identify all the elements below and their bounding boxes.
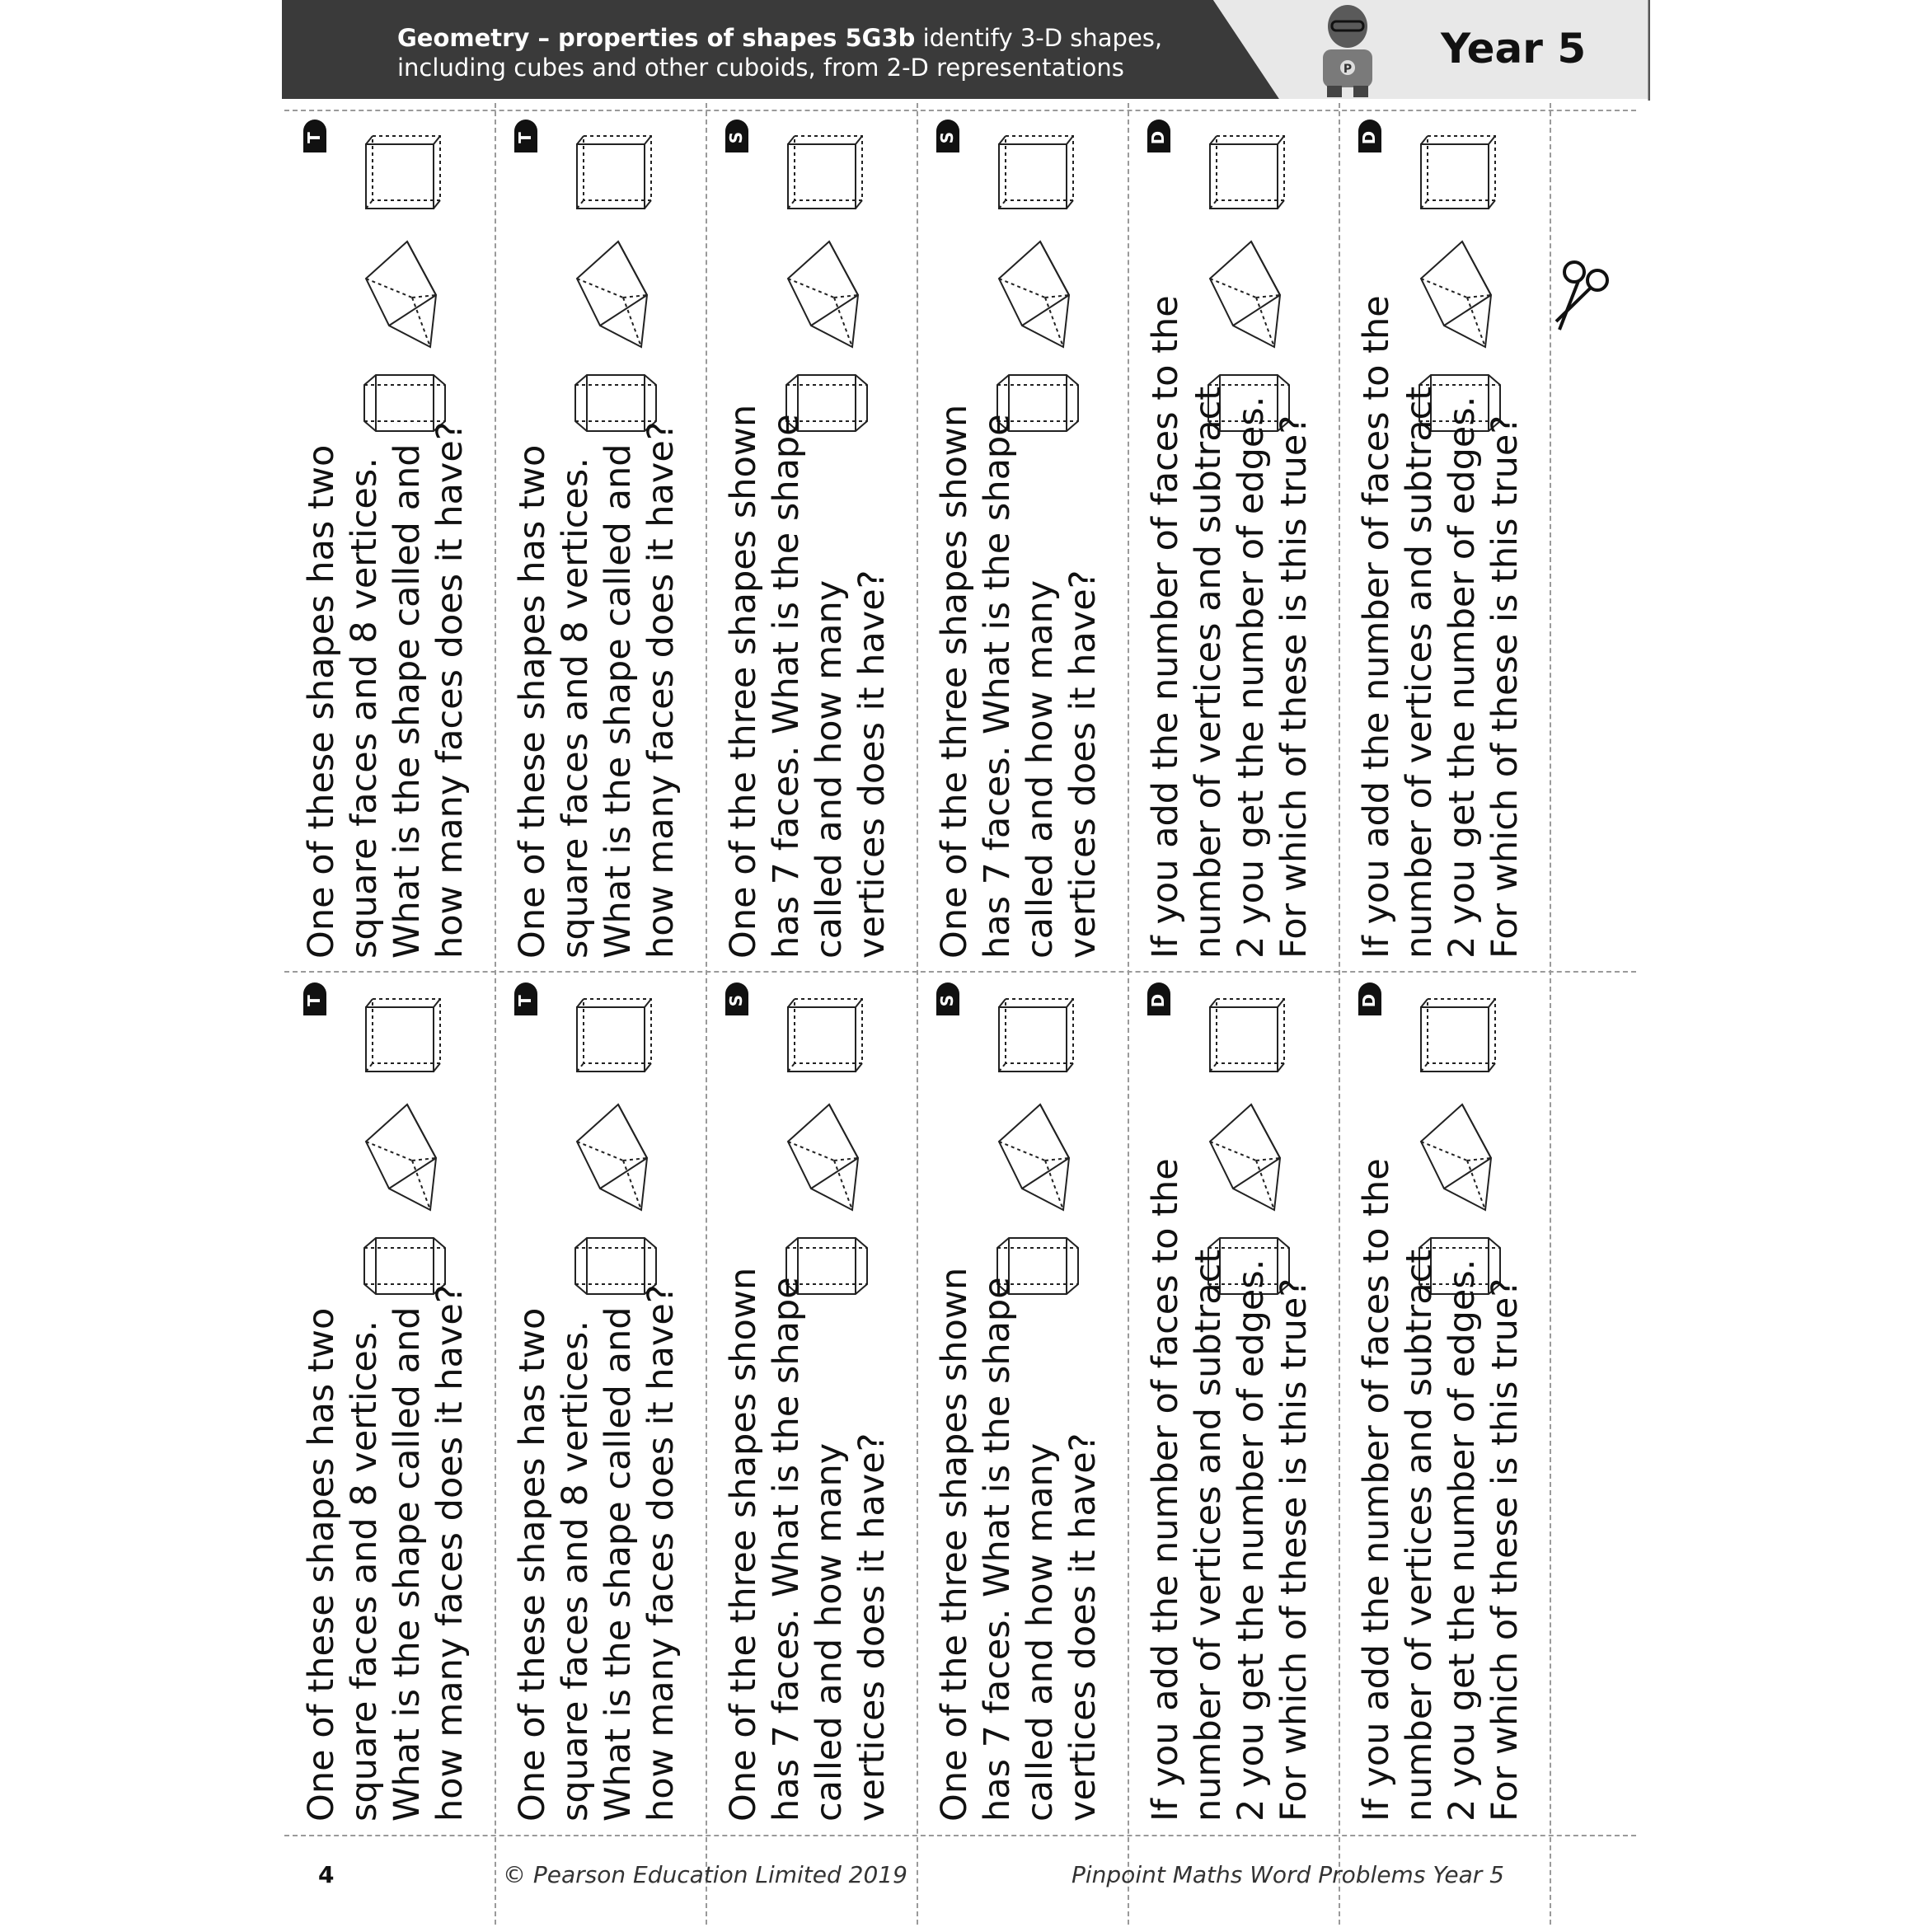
- question-text: One of these shapes has two square faces and 8 vertices. What is the shape called and how many faces does it have?: [512, 421, 682, 959]
- level-badge-letter: S: [726, 131, 746, 144]
- question-text: One of these shapes has two square faces and 8 vertices. What is the shape called and how many faces does it have?: [512, 1284, 682, 1822]
- task-card: [1129, 973, 1340, 1838]
- header-title-line2: including cubes and other cuboids, from 2-D representations: [397, 54, 1124, 82]
- header-title-line1-rest: identify 3-D shapes,: [915, 24, 1163, 52]
- level-badge-letter: S: [937, 994, 957, 1007]
- scissors-icon: [1551, 256, 1617, 334]
- page-number: 4: [318, 1861, 335, 1888]
- task-card: [1340, 973, 1551, 1838]
- mascot-badge-letter: P: [1343, 63, 1353, 76]
- question-text: One of the three shapes shown has 7 faces. What is the shape called and how many vertices does it have?: [723, 404, 893, 959]
- header-title-bold: Geometry – properties of shapes 5G3b: [397, 24, 916, 52]
- level-badge-letter: T: [515, 995, 535, 1006]
- level-badge-letter: T: [515, 132, 535, 143]
- level-badge-letter: S: [726, 994, 746, 1007]
- task-card: [496, 973, 707, 1838]
- task-card: [1129, 110, 1340, 975]
- task-card: [496, 110, 707, 975]
- level-badge-letter: T: [304, 132, 324, 143]
- copyright-notice: © Pearson Education Limited 2019: [503, 1861, 907, 1888]
- question-text: One of these shapes has two square faces and 8 vertices. What is the shape called and how many faces does it have?: [301, 1284, 471, 1822]
- level-badge-letter: T: [304, 995, 324, 1006]
- header-title-line1: [397, 23, 1164, 53]
- question-text: If you add the number of faces to the number of vertices and subtract 2 you get the number of edges. For which of these is this true?: [1145, 1158, 1315, 1822]
- task-card: [918, 110, 1129, 975]
- task-card: [285, 973, 496, 1838]
- question-text: One of the three shapes shown has 7 faces. What is the shape called and how many vertices does it have?: [934, 404, 1104, 959]
- question-text: One of the three shapes shown has 7 faces. What is the shape called and how many vertices does it have?: [934, 1267, 1104, 1822]
- mascot-avatar: [1302, 2, 1393, 99]
- level-badge-letter: D: [1148, 993, 1168, 1008]
- question-text: If you add the number of faces to the number of vertices and subtract 2 you get the number of edges. For which of these is this true?: [1356, 1158, 1526, 1822]
- level-badge-letter: D: [1359, 993, 1379, 1008]
- year-label: Year 5: [1441, 25, 1587, 73]
- level-badge-letter: S: [937, 131, 957, 144]
- question-text: If you add the number of faces to the number of vertices and subtract 2 you get the number of edges. For which of these is this true?: [1356, 295, 1526, 959]
- question-text: One of the three shapes shown has 7 faces. What is the shape called and how many vertices does it have?: [723, 1267, 893, 1822]
- question-text: If you add the number of faces to the number of vertices and subtract 2 you get the number of edges. For which of these is this true?: [1145, 295, 1315, 959]
- task-card: [1340, 110, 1551, 975]
- task-card: [707, 973, 918, 1838]
- level-badge-letter: D: [1148, 130, 1168, 145]
- question-text: One of these shapes has two square faces and 8 vertices. What is the shape called and how many faces does it have?: [301, 421, 471, 959]
- task-card: [707, 110, 918, 975]
- book-title: Pinpoint Maths Word Problems Year 5: [1072, 1861, 1504, 1888]
- header-title: [397, 23, 1164, 82]
- task-card: [918, 973, 1129, 1838]
- level-badge-letter: D: [1359, 130, 1379, 145]
- task-card: [285, 110, 496, 975]
